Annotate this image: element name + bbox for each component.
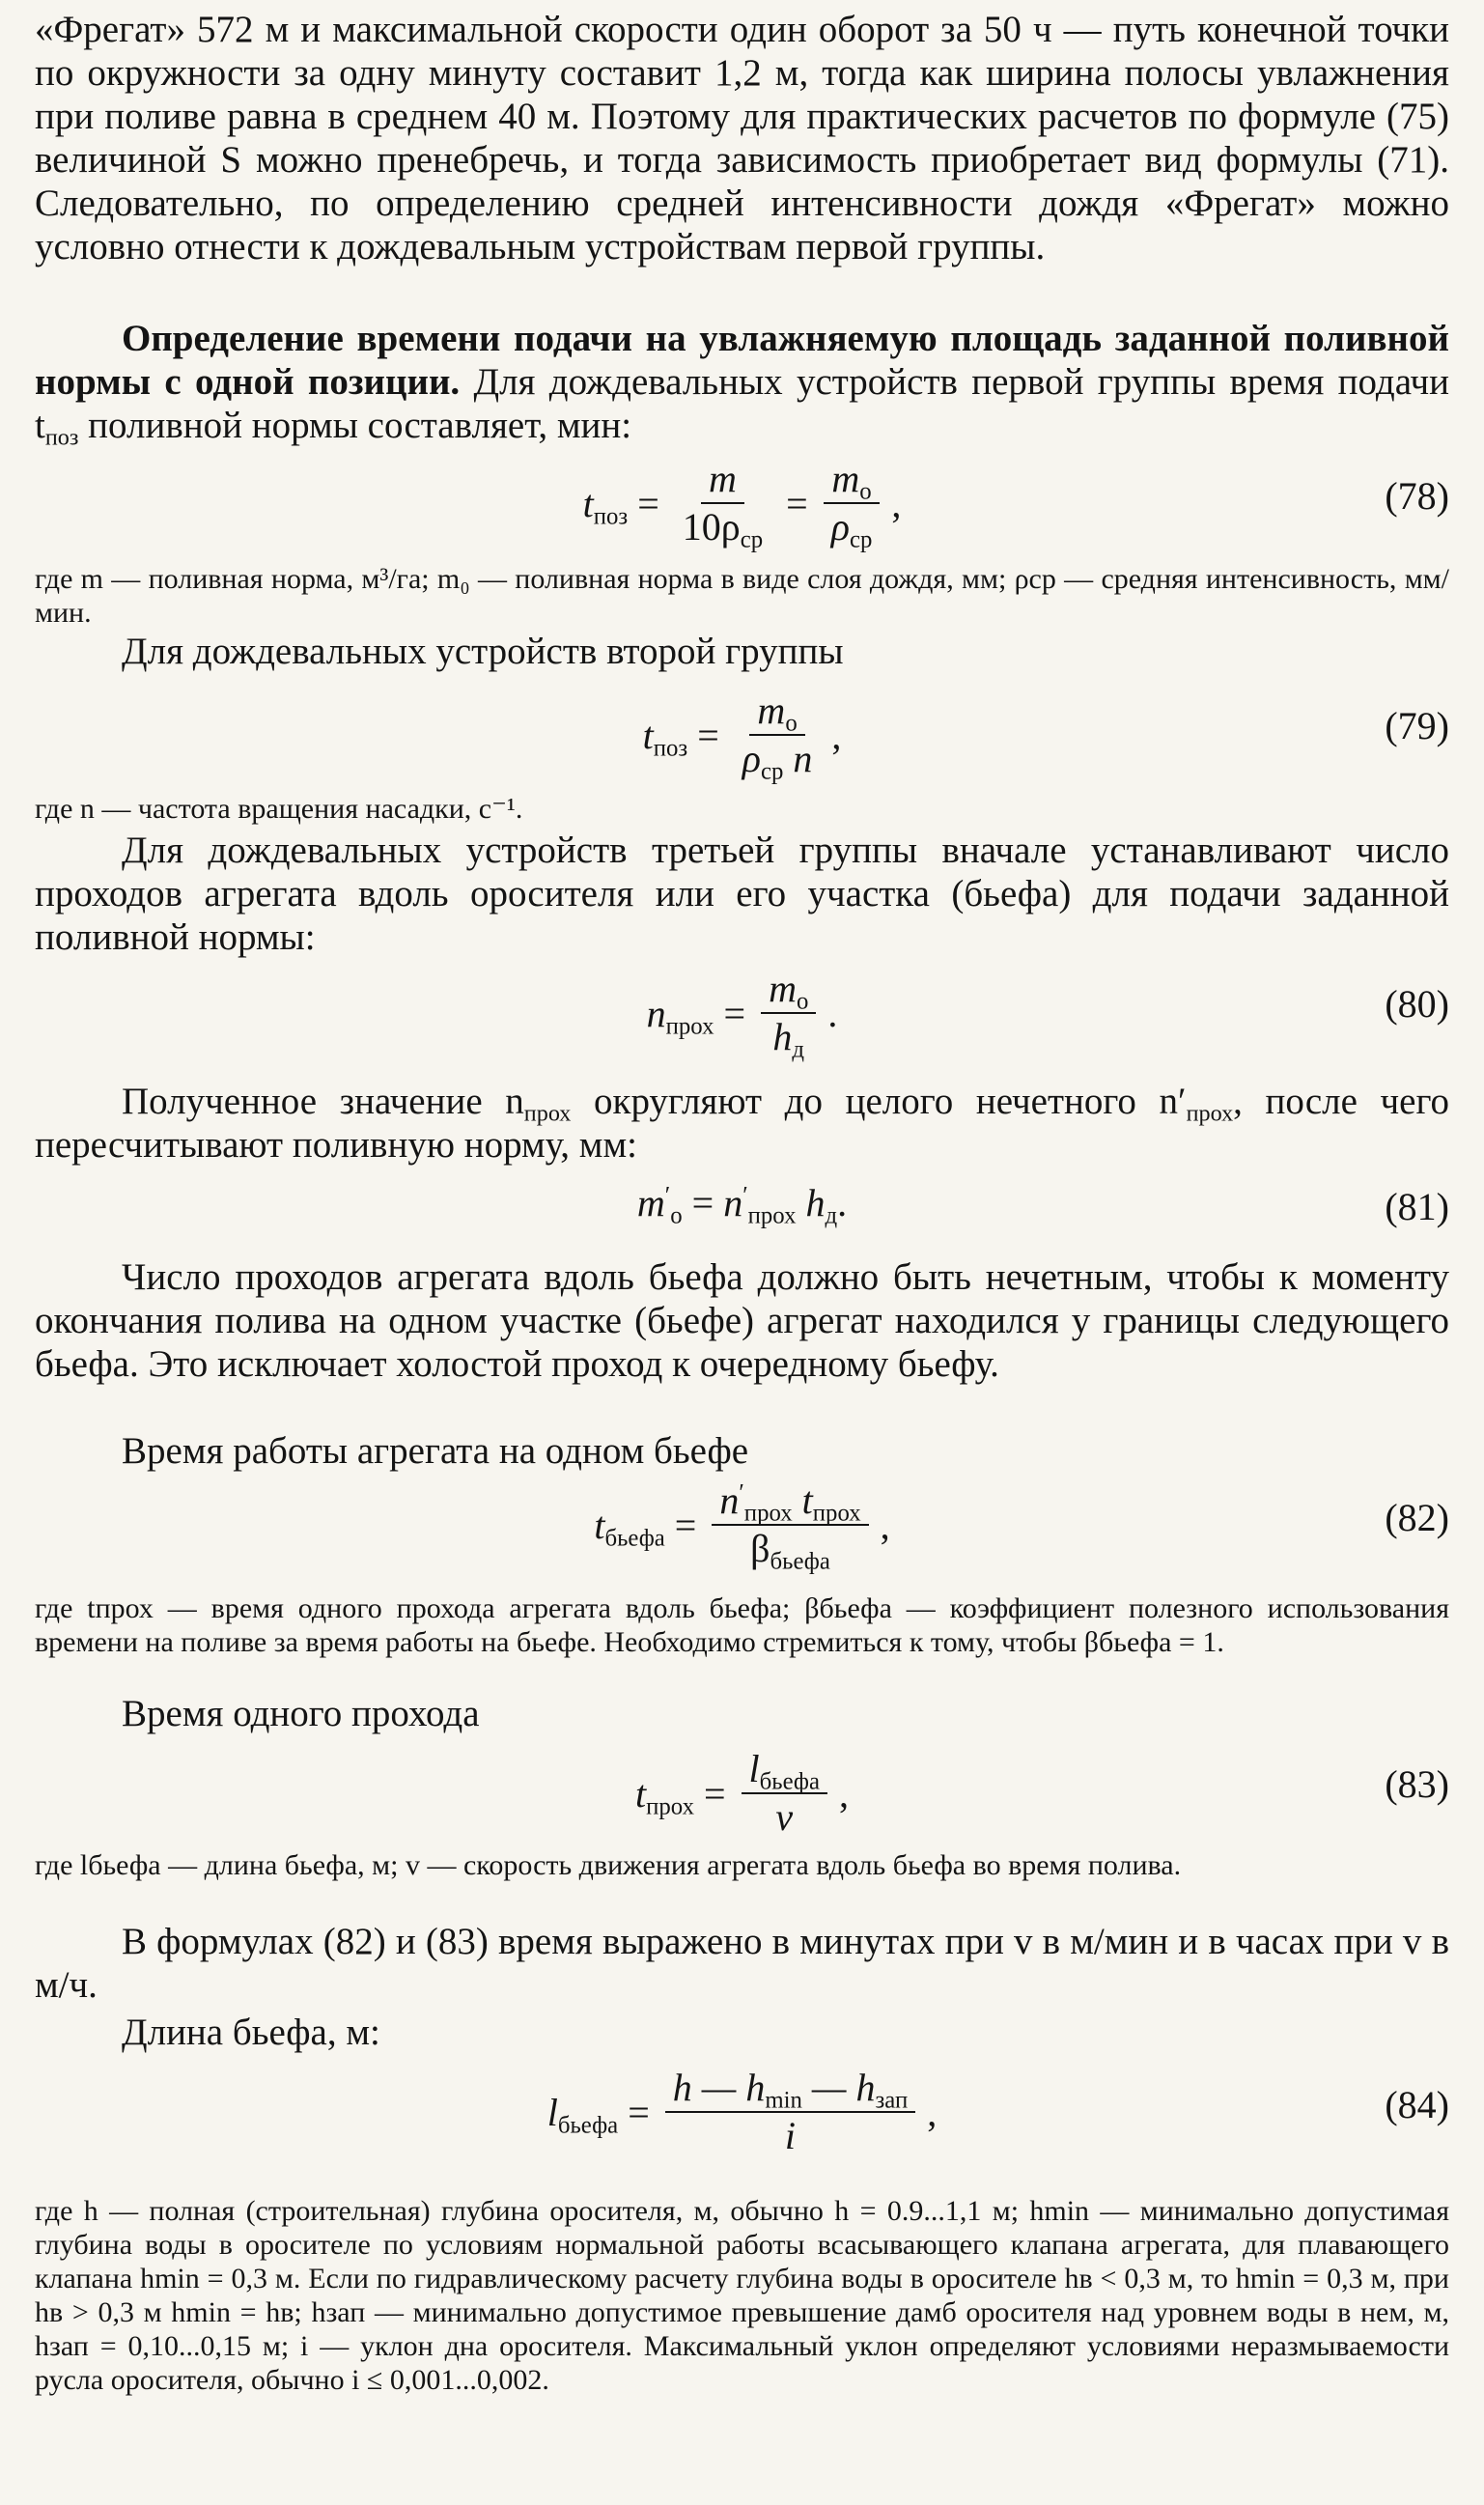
note-79: где n — частота вращения насадки, с⁻¹. (35, 793, 523, 825)
formula-82: $t_{бьефа}$ = $\frac{n'_{прох} t_{прох}}{\beta_{бьефа}}$ , (82) (594, 1478, 1449, 1575)
formula-81: $m'_о$ = $n'_{прох}$ $h_д$ . (81) (636, 1181, 1449, 1229)
formula-number: (83) (1385, 1762, 1449, 1806)
paragraph-group-three: Для дождевальных устройств третьей группы вначале устанавливают число проходов агрегата вдоль оросителя или его участка (бьефа) для подачи заданной поливной нормы: (35, 830, 1449, 958)
paragraph-length: Длина бьефа, м: (122, 2012, 380, 2053)
formula-80: $n_{прох}$ = $\frac{m_о}{h_д}$ . (80) (646, 967, 1449, 1063)
note-82: где tпрох — время одного прохода агрегата вдоль бьефа; βбьефа — коэффициент полезного использования времени на поливе за время работы на бьефе. Необходимо стремиться к тому, чтобы βбьефа = 1. (35, 1592, 1449, 1658)
paragraph-odd-passes: Число проходов агрегата вдоль бьефа должно быть нечетным, чтобы к моменту окончания полива на одном участке (бьефе) агрегат находился у границы следующего бьефа. Это исключает холостой проход к очередному бьефу. (35, 1256, 1449, 1385)
note-78: где m — поливная норма, м³/га; m₀ — поливная норма в виде слоя дождя, мм; ρср — средняя интенсивность, мм/мин. (35, 563, 1449, 629)
formula-number: (81) (1385, 1185, 1449, 1228)
formula-number: (78) (1385, 474, 1449, 518)
formula-84: $l_{бьефа}$ = $\frac{h — h_{min} — h_{зап}}{i}$ , (84) (546, 2066, 1449, 2157)
section-heading: Определение времени подачи на увлажняемую площадь заданной поливной нормы с одной позиции. (35, 318, 1449, 403)
paragraph-rounding: Полученное значение $n_{прох}$ округляют до целого нечетного $n'_{прох}$, после чего пересчитывают поливную норму, мм: (35, 1081, 1449, 1166)
formula-79: $t_{поз}$ = $\frac{m_о}{\rho_{ср} n}$ , (79) (642, 689, 1449, 785)
paragraph-delivery-time: Определение времени подачи на увлажняемую площадь заданной поливной нормы с одной позиции. Для дождевальных устройств первой группы время подачи $t_{поз}$ поливной нормы составляет, мин: (35, 318, 1449, 451)
formula-number: (84) (1385, 2083, 1449, 2126)
paragraph-pass-time: Время одного прохода (122, 1693, 480, 1734)
formula-83: $t_{прох}$ = $\frac{l_{бьефа}}{v}$ , (83) (635, 1747, 1449, 1839)
paragraph-frigate: «Фрегат» 572 м и максимальной скорости один оборот за 50 ч — путь конечной точки по окружности за одну минуту составит 1,2 м, тогда как ширина полосы увлажнения при поливе равна в среднем 40 м. Поэтому для практических расчетов по формуле (75) величиной S можно пренебречь, и тогда зависимость приобретает вид формулы (71). Следовательно, по определению средней интенсивности дождя «Фрегат» можно условно отнести к дождевальным устройствам первой группы. (35, 9, 1449, 267)
paragraph-units: В формулах (82) и (83) время выражено в минутах при v в м/мин и в часах при v в м/ч. (35, 1921, 1449, 2006)
paragraph-work-time: Время работы агрегата на одном бьефе (122, 1430, 749, 1472)
formula-78: $t_{поз}$ = $\frac{m}{10\rho_{ср}}$ = $\frac{m_о}{\rho_{ср}}$ , (78) (582, 457, 1449, 553)
note-84: где h — полная (строительная) глубина оросителя, м, обычно h = 0.9...1,1 м; hmin — минимально допустимая глубина воды в оросителе по условиям нормальной работы всасывающего клапана агрегата, для плавающего клапана hmin = 0,3 м. Если по гидравлическому расчету глубина воды в оросителе hв < 0,3 м, то hmin = 0,3 м, при hв > 0,3 м hmin = hв; hзап — минимально допустимое превышение дамб оросителя над уровнем воды в нем, м, hзап = 0,10...0,15 м; i — уклон дна оросителя. Максимальный уклон определяют условиями неразмываемости русла оросителя, обычно i ≤ 0,001...0,002. (35, 2195, 1449, 2396)
formula-number: (79) (1385, 704, 1449, 747)
paragraph-group-two: Для дождевальных устройств второй группы (122, 631, 844, 672)
formula-number: (80) (1385, 982, 1449, 1026)
formula-number: (82) (1385, 1496, 1449, 1539)
note-83: где lбьефа — длина бьефа, м; v — скорость движения агрегата вдоль бьефа во время полива. (35, 1849, 1182, 1881)
